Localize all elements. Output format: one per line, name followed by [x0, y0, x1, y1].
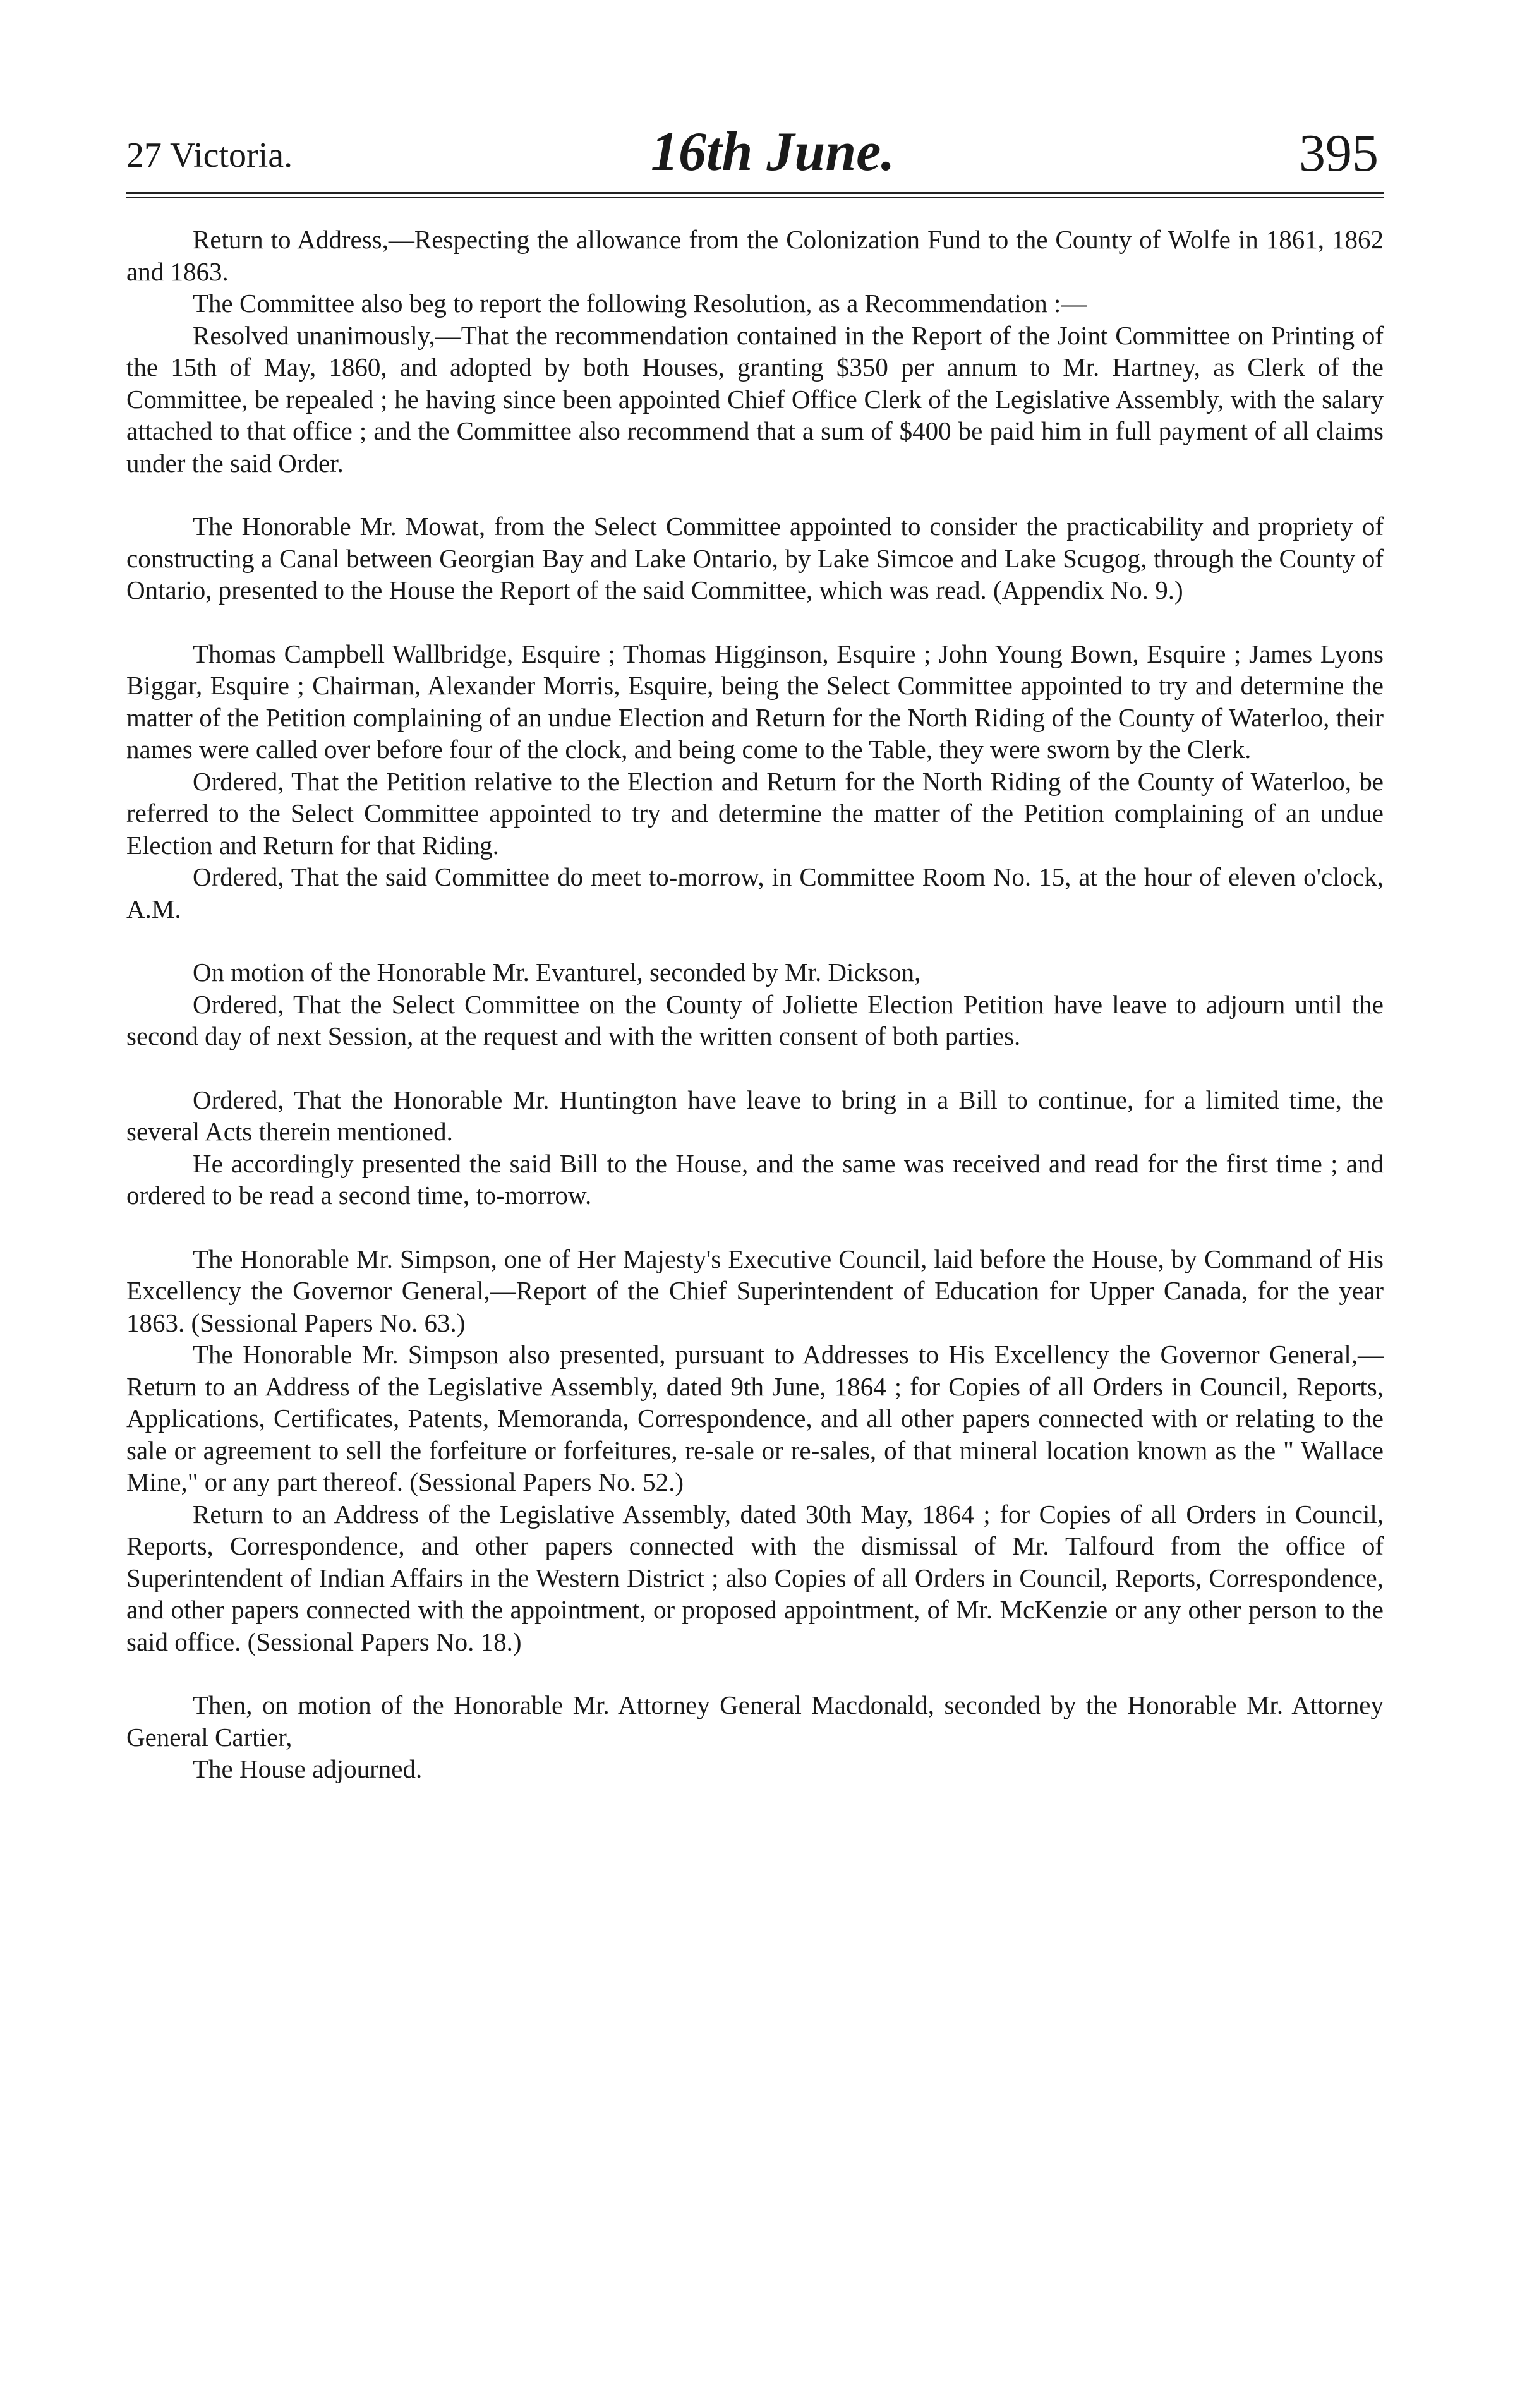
paragraph: Ordered, That the said Committee do meet to-morrow, in Committee Room No. 15, at the hour of eleven o'clock, A.M.	[126, 862, 1384, 924]
paragraph: Return to an Address of the Legislative Assembly, dated 30th May, 1864 ; for Copies of all Orders in Council, Reports, Correspondence, and other papers connected with the dismissal of Mr. Talfourd from the office of Superintendent of Indian Affairs in the Western District ; also Copies of all Orders in Council, Reports, Correspondence, and other papers connected with the appointment, or proposed appointment, of Mr. McKenzie or any other person to the said office. (Sessional Papers No. 18.)	[126, 1499, 1384, 1656]
paragraph: The Honorable Mr. Simpson also presented, pursuant to Addresses to His Excellency the Governor General,—Return to an Address of the Legislative Assembly, dated 9th June, 1864 ; for Copies of all Orders in Council, Reports, Applications, Certificates, Patents, Memoranda, Correspondence, and all other papers connected with or relating to the sale or agreement to sell the forfeiture or forfeitures, re-sale or re-sales, of that mineral location known as the " Wallace Mine," or any part thereof. (Sessional Papers No. 52.)	[126, 1340, 1384, 1496]
paragraph: Ordered, That the Petition relative to the Election and Return for the North Riding of the County of Waterloo, be referred to the Select Committee appointed to try and determine the matter of the Petition complaining of an undue Election and Return for that Riding.	[126, 766, 1384, 860]
running-head-date: 16th June.	[651, 121, 895, 183]
header-rule-secondary	[126, 197, 1384, 198]
paragraph: Then, on motion of the Honorable Mr. Attorney General Macdonald, seconded by the Honorable Mr. Attorney General Cartier,	[126, 1690, 1384, 1752]
document-page	[126, 114, 1384, 1785]
paragraph: Resolved unanimously,—That the recommendation contained in the Report of the Joint Committee on Printing of the 15th of May, 1860, and adopted by both Houses, granting $350 per annum to Mr. Hartney, as Clerk of the Committee, be repealed ; he having since been appointed Chief Office Clerk of the Legislative Assembly, with the salary attached to that office ; and the Committee also recommend that a sum of $400 be paid him in full payment of all claims under the said Order.	[126, 320, 1384, 478]
running-head-left: 27 Victoria.	[126, 136, 293, 175]
paragraph: The Honorable Mr. Simpson, one of Her Majesty's Executive Council, laid before the House, by Command of His Excellency the Governor General,—Report of the Chief Superintendent of Education for Upper Canada, for the year 1863. (Sessional Papers No. 63.)	[126, 1244, 1384, 1337]
paragraph: The Honorable Mr. Mowat, from the Select Committee appointed to consider the practicability and propriety of constructing a Canal between Georgian Bay and Lake Ontario, by Lake Simcoe and Lake Scugog, through the County of Ontario, presented to the House the Report of the said Committee, which was read. (Appendix No. 9.)	[126, 512, 1384, 605]
journal-text	[126, 224, 1384, 1785]
paragraph: Ordered, That the Select Committee on the County of Joliette Election Petition have leave to adjourn until the second day of next Session, at the request and with the written consent of both parties.	[126, 989, 1384, 1050]
paragraph: On motion of the Honorable Mr. Evanturel, seconded by Mr. Dickson,	[193, 958, 921, 987]
page-header	[126, 114, 1384, 190]
paragraph: The Committee also beg to report the following Resolution, as a Recommendation :—	[193, 289, 1087, 318]
paragraph: Ordered, That the Honorable Mr. Huntington have leave to bring in a Bill to continue, for a limited time, the several Acts therein mentioned.	[126, 1085, 1384, 1146]
header-rule	[126, 192, 1384, 194]
paragraph: The House adjourned.	[193, 1754, 423, 1783]
paragraph: Thomas Campbell Wallbridge, Esquire ; Thomas Higginson, Esquire ; John Young Bown, Esquire ; James Lyons Biggar, Esquire ; Chairman, Alexander Morris, Esquire, being the Select Committee appointed to try and determine the matter of the Petition complaining of an undue Election and Return for the North Riding of the County of Waterloo, their names were called over before four of the clock, and being come to the Table, they were sworn by the Clerk.	[126, 639, 1384, 764]
paragraph: Return to Address,—Respecting the allowance from the Colonization Fund to the County of Wolfe in 1861, 1862 and 1863.	[126, 225, 1384, 286]
paragraph: He accordingly presented the said Bill to the House, and the same was received and read for the first time ; and ordered to be read a second time, to-morrow.	[126, 1148, 1384, 1210]
page-number: 395	[1299, 124, 1379, 183]
